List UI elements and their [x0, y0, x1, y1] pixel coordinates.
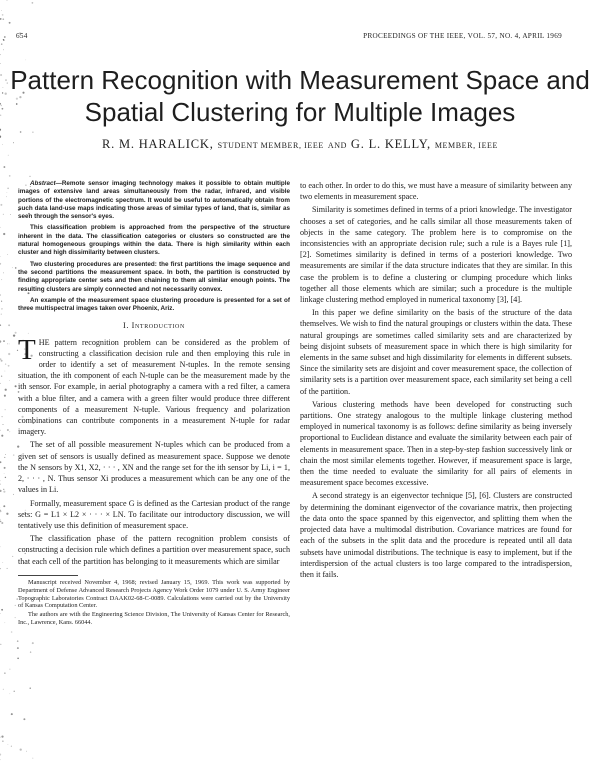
body-paragraph-clustering-methods: Various clustering methods have been developed for constructing such partitions. One strategy analogous to the multiple linkage clustering method employed in numerical taxonomy is as follows: define similarity as being inversely proportional to Euclidean distance and evaluate the similarity between each pair of elements in measurement space. Then in a step-by-step fashion successively link or chain the most similar elements together. However, if measurement space is large, then the time needed to evaluate the similarity for all pairs of elements in measurement space becomes excessive. [300, 399, 572, 488]
scan-speck [30, 688, 31, 689]
scan-speck [1, 416, 2, 417]
scan-speck [0, 63, 1, 64]
scan-speck [0, 480, 1, 481]
abstract-paragraph-2: This classification problem is approached from the perspective of the structure inherent in the data. The classification categories or clusters so constructed are the natural homogeneous groupings within the data. There is high similarity within each cluster and high dissimilarity between clusters. [18, 224, 290, 257]
scan-speck [9, 22, 11, 24]
scan-speck [8, 365, 10, 367]
scan-speck [0, 103, 1, 105]
scan-speck [11, 631, 13, 633]
scan-speck [0, 510, 2, 512]
scan-speck [0, 644, 1, 645]
scan-speck [0, 383, 1, 384]
scan-speck [2, 108, 4, 110]
author-1-role: STUDENT MEMBER, IEEE [217, 141, 324, 150]
paper-title [10, 64, 590, 128]
scan-speck [13, 494, 14, 495]
scan-speck [9, 693, 10, 694]
scan-speck [9, 669, 10, 670]
scan-speck [32, 2, 34, 4]
intro-paragraph-3: Formally, measurement space G is defined as the Cartesian product of the range sets: G = L1 × L2 × · · · × LN. To facilitate our introductory discussion, we will tentatively use this definition of measurement space. [18, 498, 290, 530]
right-column [300, 180, 572, 582]
scan-speck [15, 385, 17, 387]
scan-speck [7, 187, 9, 189]
scan-speck [1, 522, 3, 524]
scan-speck [2, 144, 3, 145]
scan-speck [3, 233, 5, 235]
scan-speck [6, 196, 7, 197]
scan-speck [2, 92, 3, 93]
scan-speck [1, 43, 3, 45]
scan-speck [4, 473, 5, 474]
scan-speck [0, 263, 1, 265]
footnote-affiliation: The authors are with the Engineering Science Division, The University of Kansas Center for Research, Inc., Lawrence, Kans. 66044. [18, 611, 290, 627]
scan-speck [2, 18, 4, 20]
scan-speck [3, 39, 4, 40]
footnote-manuscript: Manuscript received November 4, 1968; revised January 15, 1969. This work was supported by Department of Defense Advanced Research Projects Agency Work Order 1079 under U. S. Army Engineer Topographic Laboratories Contract DAAK02-68-C-0089. Calculations were carried out by the University of Kansas Computation Center. [18, 578, 290, 610]
scan-speck [1, 105, 2, 106]
scan-speck [0, 754, 1, 756]
scan-speck [12, 267, 13, 268]
scan-speck [5, 363, 6, 364]
scan-speck [0, 461, 1, 463]
scan-speck [17, 647, 19, 649]
scan-speck [2, 14, 4, 16]
scan-speck [0, 340, 1, 342]
scan-speck [3, 87, 4, 88]
scan-speck [4, 395, 6, 397]
scan-speck [1, 10, 2, 11]
running-header: PROCEEDINGS OF THE IEEE, VOL. 57, NO. 4, APRIL 1969 [363, 32, 562, 40]
author-2-name: G. L. KELLY, [350, 137, 431, 151]
scan-speck [5, 79, 7, 81]
scan-speck [0, 227, 1, 228]
scan-speck [1, 301, 2, 302]
author-line [10, 137, 590, 152]
scan-speck [10, 214, 11, 215]
scan-speck [5, 93, 7, 95]
scan-speck [0, 613, 1, 614]
body-paragraph-structure: In this paper we define similarity on the basis of the structure of the data themselves. We wish to find the natural groupings or clusters within the data. These natural groupings are sometimes called similarity sets and are characterized by being disjoint subsets of measurement space in which there is high similarity for elements in the same subset and high dissimilarity for elements in different subsets. Since the similarity sets are disjoint and cover measurement space, the collection of similarity sets is a partition over measurement space, each similarity set being a cell of the partition. [300, 308, 572, 396]
scan-speck [3, 340, 5, 342]
scan-speck [6, 0, 7, 1]
scan-speck [26, 751, 27, 752]
scan-speck [3, 491, 5, 493]
scan-speck [5, 454, 6, 455]
intro-paragraph-4: The classification phase of the pattern recognition problem consists of constructing a decision rule which defines a partition over measurement space, such that each cell of the partition has belonging to it measurements which are similar [18, 534, 290, 566]
scan-speck [3, 489, 4, 490]
scan-speck [25, 60, 26, 61]
scan-speck [7, 568, 8, 569]
scan-speck [0, 54, 1, 55]
scan-speck [0, 136, 1, 138]
drop-cap: T [18, 333, 36, 366]
scan-speck [4, 457, 5, 458]
scan-speck [3, 49, 4, 50]
scan-speck [9, 431, 10, 432]
title-line-1: Pattern Recognition with Measurement Space and [10, 65, 590, 95]
body-paragraph-continued: to each other. In order to do this, we must have a measure of similarity between any two elements in measurement space. [300, 181, 572, 202]
author-conjunction: AND [327, 141, 347, 150]
scan-speck [5, 371, 6, 372]
scan-speck [15, 332, 17, 334]
scan-speck [11, 746, 12, 747]
scan-speck [12, 556, 13, 557]
scan-speck [0, 737, 1, 738]
author-2-role: MEMBER, IEEE [434, 141, 499, 150]
body-paragraph-similarity: Similarity is sometimes defined in terms of a priori knowledge. The investigator chooses a set of categories, and he calls similar all those measurements taken of objects in the same category. The problem here is to compromise on the inconsistencies with an appropriate decision rule; such a rule is a Bayes rule [1], [2]. Sometimes similarity is defined in terms of a posteriori knowledge. Two measurements are similar if the data structure indicates that they are similar. In this case the problem is to define a clustering or clumping procedure which links together all those elements which are similar; such a procedure is the multiple linkage clustering method employed in numerical taxonomy [3], [4]. [300, 205, 572, 305]
scan-speck [8, 324, 10, 326]
scan-speck [4, 672, 5, 673]
scan-speck [6, 513, 8, 515]
scan-speck [1, 376, 2, 377]
scan-speck [1, 314, 2, 315]
scan-speck [32, 758, 33, 759]
scan-speck [13, 334, 15, 336]
scan-speck [7, 344, 8, 345]
scan-speck [0, 115, 1, 116]
scan-speck [0, 358, 1, 359]
scan-speck [9, 175, 11, 177]
scan-speck [17, 657, 19, 659]
scan-speck [0, 294, 1, 296]
scan-speck [29, 176, 30, 177]
scan-speck [1, 736, 3, 738]
scan-speck [30, 651, 31, 652]
scan-speck [7, 429, 9, 431]
scan-speck [5, 389, 7, 391]
abstract-paragraph-3: Two clustering procedures are presented: the first partitions the image sequence and the second partitions the measurement space. In both, the partition is constructed by finding appropriate center sets and then chaining to them all similar enough points. The resulting clusters are simply connected and not necessarily convex. [18, 260, 290, 293]
scan-speck [8, 155, 9, 156]
title-line-2: Spatial Clustering for Multiple Images [84, 97, 516, 127]
scan-speck [20, 748, 22, 750]
intro-paragraph-1: THE pattern recognition problem can be considered as the problem of constructing a classification decision rule and then employing this rule in order to identify a set of measurement N-tuples. In the remote sensing situation, the ith component of each N-tuple can be the measurement made by the ith sensor. For example, in aerial photography a camera with a red filter, a camera with a blue filter, and a camera with a green filter would produce three different components of a measurement N-tuple. Various frequency and polarization combinations can contribute components in a measurement N-tuple for radar imagery. [18, 333, 290, 437]
scan-speck [1, 435, 3, 437]
scan-speck [7, 82, 8, 83]
abstract-paragraph-4: An example of the measurement space clustering procedure is presented for a set of three multispectral images taken over Phoenix, Ariz. [18, 296, 290, 313]
scan-speck [15, 605, 16, 606]
scan-speck [0, 430, 1, 431]
scan-speck [0, 484, 1, 485]
scan-speck [20, 131, 22, 133]
author-1-name: R. M. HARALICK, [101, 137, 214, 151]
scan-speck [7, 192, 8, 193]
scan-speck [15, 267, 17, 269]
scan-speck [14, 691, 15, 692]
scan-speck [17, 640, 19, 642]
scan-speck [9, 380, 10, 381]
scan-speck [8, 353, 10, 355]
scan-speck [11, 713, 13, 715]
abstract-label: Abstract [30, 180, 56, 187]
scan-speck [23, 718, 25, 720]
scan-speck [4, 467, 6, 469]
page-number: 654 [16, 32, 28, 40]
scan-speck [1, 360, 3, 362]
scan-speck [3, 505, 5, 507]
scan-speck [0, 490, 2, 492]
scan-speck [0, 568, 1, 569]
scan-speck [9, 344, 10, 345]
scan-speck [3, 273, 4, 274]
scan-speck [0, 324, 1, 326]
left-column [18, 180, 290, 628]
scan-speck [32, 642, 34, 644]
scan-speck [32, 132, 33, 133]
scan-speck [0, 74, 2, 76]
scan-speck [0, 18, 2, 20]
intro-paragraph-2: The set of all possible measurement N-tuples which can be produced from a given set of sensors is usually defined as measurement space. Suppose we denote the N sensors by X1, X2, · · · , XN and the range set for the ith sensor by Li, i = 1, 2, · · · , N. Thus sensor Xi produces a measurement which can be any one of the values in Li. [18, 440, 290, 495]
scan-speck [0, 521, 1, 523]
scan-speck [5, 477, 6, 478]
scan-speck [3, 166, 5, 168]
body-paragraph-eigenvector: A second strategy is an eigenvector technique [5], [6]. Clusters are constructed by determining the dominant eigenvector of the covariance matrix, then projecting the data onto the space spanned by this eigenvector, and splitting them when the projected data have a multimodal distribution. Covariance matrices are found for each of the subsets in the split data and the procedure is repeated until all data subsets have unimodal distributions. The technique is easy to implement, but if the interdispersion of the actual clusters is too large compared to the intradispersion, then it fails. [300, 491, 572, 579]
scan-speck [0, 129, 1, 131]
scan-speck [1, 609, 3, 611]
scan-speck [3, 214, 4, 215]
scan-speck [2, 562, 3, 563]
scan-speck [1, 308, 3, 310]
section-heading: I. Introduction [123, 321, 185, 331]
scan-speck [15, 617, 16, 618]
scan-speck [0, 204, 2, 206]
scan-speck [8, 744, 9, 745]
scan-speck [13, 454, 14, 455]
scan-speck [4, 36, 6, 38]
scan-speck [4, 622, 5, 623]
scan-speck [3, 424, 4, 425]
scan-speck [5, 409, 6, 410]
scan-speck [7, 254, 8, 255]
abstract-paragraph-1: Abstract—Remote sensor imaging technology makes it possible to obtain multiple images of extensive land areas simultaneously from the radar, infrared, and visible portions of the electromagnetic spectrum. It would be useful to automatically obtain from such data land-use maps indicating those areas of similar types of land, that is, similar as seen through the sensor's eyes. [18, 180, 290, 221]
footnote-rule [18, 575, 78, 576]
scan-speck [2, 741, 3, 742]
scan-speck [3, 689, 4, 690]
scan-speck [1, 279, 2, 280]
